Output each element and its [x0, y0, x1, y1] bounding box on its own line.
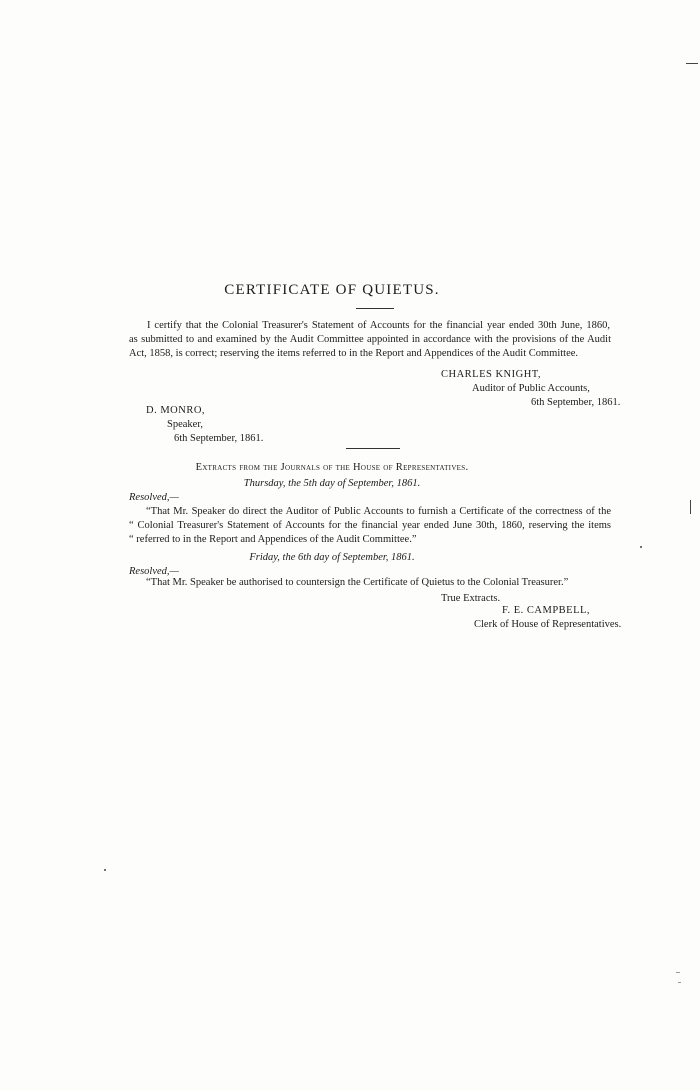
- extract-1-line-2: “ Colonial Treasurer's Statement of Accounts for the financial year ended June 30th, 1860, reserving the items: [129, 520, 611, 531]
- extract-1-resolved: Resolved,—: [129, 492, 179, 503]
- scan-speck: [640, 546, 642, 548]
- title-rule: [356, 308, 394, 309]
- certificate-line-3: Act, 1858, is correct; reserving the items referred to in the Report and Appendices of the Audit Committee.: [129, 348, 579, 359]
- certificate-title: CERTIFICATE OF QUIETUS.: [224, 282, 440, 298]
- clerk-name: F. E. CAMPBELL,: [502, 605, 591, 616]
- extracts-heading: Extracts from the Journals of the House of Representatives.: [195, 462, 469, 473]
- auditor-name: CHARLES KNIGHT,: [441, 369, 542, 380]
- section-rule: [346, 448, 400, 449]
- speaker-name: D. MONRO,: [146, 405, 206, 416]
- clerk-title: Clerk of House of Representatives.: [474, 619, 622, 630]
- extract-2-line-1: “That Mr. Speaker be authorised to countersign the Certificate of Quietus to the Colonial Treasurer.”: [146, 577, 569, 588]
- scan-speck: [676, 972, 680, 973]
- extract-1-date: Thursday, the 5th day of September, 1861.: [243, 478, 421, 489]
- auditor-date: 6th September, 1861.: [531, 397, 621, 408]
- auditor-title: Auditor of Public Accounts,: [472, 383, 590, 394]
- scan-speck: [686, 63, 698, 64]
- attestation-label: True Extracts.: [441, 593, 501, 604]
- extract-2-date: Friday, the 6th day of September, 1861.: [249, 552, 415, 563]
- scan-speck: [678, 982, 681, 983]
- scan-speck: [690, 500, 691, 514]
- extract-2-resolved: Resolved,—: [129, 566, 179, 577]
- extract-1-line-3: “ referred to in the Report and Appendices of the Audit Committee.”: [129, 534, 417, 545]
- certificate-line-2: as submitted to and examined by the Audit Committee appointed in accordance with the provisions of the Audit: [129, 334, 611, 345]
- speaker-title: Speaker,: [167, 419, 204, 430]
- speaker-date: 6th September, 1861.: [174, 433, 264, 444]
- scan-speck: [104, 869, 106, 871]
- extract-1-line-1: “That Mr. Speaker do direct the Auditor of Public Accounts to furnish a Certificate of the correctness of the: [146, 506, 611, 517]
- certificate-line-1: I certify that the Colonial Treasurer's Statement of Accounts for the financial year ended 30th June, 1860,: [147, 320, 610, 331]
